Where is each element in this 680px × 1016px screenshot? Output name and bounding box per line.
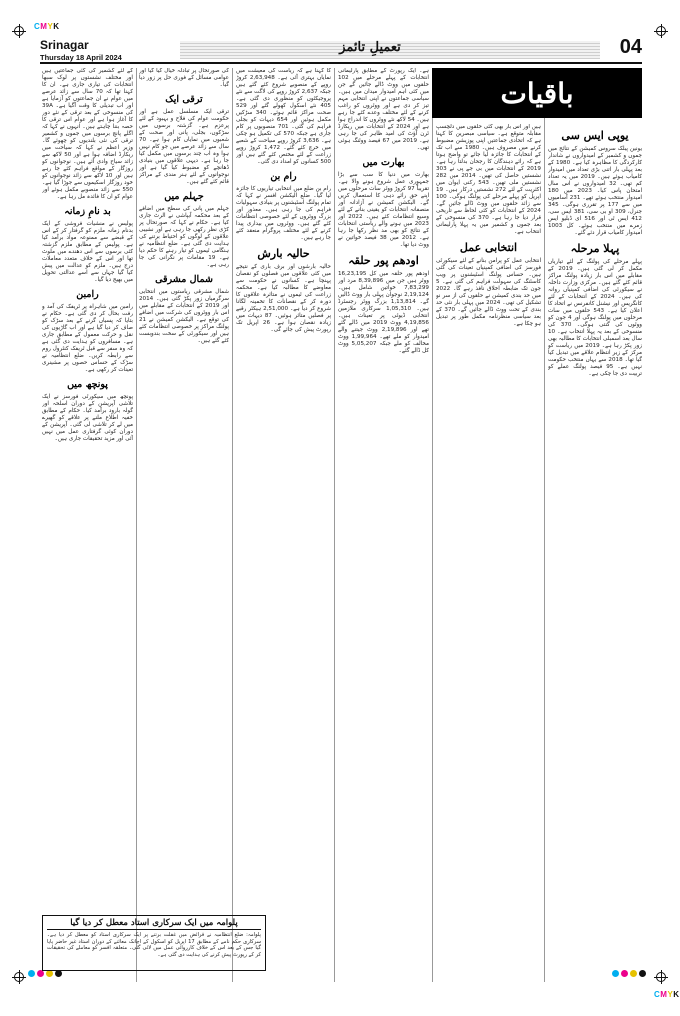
date-label: Thursday 18 April 2024 bbox=[40, 53, 122, 62]
column-text: پونچھ میں سیکورٹی فورسز نے ایک تلاشی آپریشن کے دوران اسلحہ اور گولہ بارود برآمد کیا۔ حکام کے مطابق خفیہ اطلاع ملنے پر علاقے کو گھیرے میں لے کر تلاشی لی گئی۔ آپریشن کے دوران کوئی گرفتاری عمل میں نہیں آئی اور مزید تحقیقات جاری ہیں۔ bbox=[42, 394, 133, 442]
column-text: پہلے مرحلے کی پولنگ کے لئے تیاریاں مکمل کر لی گئی ہیں۔ 2019 کے مقابلے میں اس بار زیادہ پولنگ مراکز قائم کئے گئے ہیں۔ مرکزی وزارت داخلہ نے سیکورٹی کی اضافی کمپنیاں روانہ کی ہیں۔ 2024 کے انتخابات کے لئے کانگریس اور نیشنل کانفرنس نے اتحاد کا اعلان کیا ہے۔ 543 حلقوں میں سات مرحلوں میں پولنگ ہوگی اور 4 جون کو ووٹوں کی گنتی ہوگی۔ 370 کی منسوخی کے بعد یہ پہلا انتخاب ہے۔ 10 سال بعد اسمبلی انتخابات کا مطالبہ بھی زور پکڑ رہا ہے۔ 2019 میں ریاست کو مرکز کے زیر انتظام علاقے میں تبدیل کیا گیا تھا۔ 2018 سے یہاں منتخب حکومت نہیں ہے۔ 95 فیصد پولنگ عملے کو تربیت دی جا چکی ہے۔ bbox=[548, 259, 642, 377]
notice-text: پلوامہ: ضلع انتظامیہ نے فرائض میں غفلت برتنے پر ایک سرکاری استاد کو معطل کر دیا ہے۔ سرکاری حکم نامے کے مطابق 17 اپریل کو اسکول کے اچانک معائنے کے دوران استاد غیر حاضر پایا گیا جس کے بعد اس کے خلاف کارروائی عمل میں لائی گئی۔ متعلقہ افسر کو معاملے کی تحقیقات کر کے رپورٹ پیش کرنے کی ہدایت دی گئی ہے۔ bbox=[47, 932, 261, 958]
column-divider bbox=[432, 68, 433, 982]
column-6 bbox=[548, 124, 642, 982]
notice-headline: پلوامہ میں ایک سرکاری استاد معطل کر دیا گیا bbox=[47, 918, 261, 930]
column-text: اودھم پور حلقہ میں کل 16,23,195 ووٹر ہیں جن میں 8,39,896 مرد اور 7,83,299 خواتین شامل ہیں۔ 2,19,124 نوجوان پہلی بار ووٹ ڈالیں گے۔ 1,13,814 بزرگ ووٹر رجسٹرڈ ہیں۔ 1,05,310 سرکاری ملازمین انتخابی ڈیوٹی پر تعینات ہیں۔ 4,19,856 ووٹ 2019 میں ڈالے گئے تھے اور 2,19,896 ووٹ جیتنے والے امیدوار کو ملے تھے۔ 1,99,964 ووٹ مخالف کو ملے جبکہ 5,05,207 ووٹ کل ڈالے گئے۔ bbox=[338, 271, 429, 354]
column-text: ہیں اور اس بار بھی کئی حلقوں میں دلچسپ مقابلہ متوقع ہے۔ سیاسی مبصرین کا کہنا ہے کہ اتحادی جماعتیں اپنی پوزیشن مضبوط کرنے میں مصروف ہیں۔ 1980 سے اب تک کے انتخابات کا جائزہ لیا جائے تو واضح ہوتا ہے کہ رائے دہندگان کا رجحان بدلتا رہا ہے۔ 2019 کے انتخابات میں بی جے پی نے 303 نشستیں حاصل کی تھیں۔ 2014 میں 282 نشستیں ملی تھیں۔ 543 رکنی ایوان میں اکثریت کے لئے 272 نشستیں درکار ہیں۔ 19 اپریل کو پہلے مرحلے کی پولنگ ہوگی۔ 100 سے زائد حلقوں میں ووٹ ڈالے جائیں گے۔ 2024 کے انتخابات کو کئی لحاظ سے تاریخی قرار دیا جا رہا ہے۔ 370 کی منسوخی کے بعد جموں و کشمیر میں یہ پہلا پارلیمانی انتخاب ہے۔ bbox=[436, 124, 541, 235]
column-headline: پہلا مرحلہ bbox=[570, 242, 620, 255]
column-1 bbox=[42, 68, 133, 844]
page-number: 04 bbox=[614, 36, 642, 59]
column-headline: رامبن bbox=[76, 289, 99, 300]
column-text: جہلم میں پانی کی سطح میں اضافے کے بعد محکمہ آبپاشی نے الرٹ جاری کیا ہے۔ حکام نے کہا کہ صورتحال پر کڑی نظر رکھی جا رہی ہے اور نشیبی علاقوں کے لوگوں کو احتیاط برتنے کی ہدایت دی گئی ہے۔ ضلع انتظامیہ نے ہنگامی ٹیموں کو تیار رہنے کا حکم دیا ہے۔ 19 مقامات پر نگرانی کی جا رہی ہے۔ bbox=[139, 206, 229, 268]
page-header bbox=[40, 38, 642, 64]
column-text: حالیہ بارشوں اور برف باری کے نتیجے میں کئی علاقوں میں فصلوں کو نقصان پہنچا ہے۔ کسانوں نے حکومت سے معاوضے کا مطالبہ کیا ہے۔ محکمہ زراعت کی ٹیموں نے متاثرہ علاقوں کا دورہ کر کے نقصانات کا تخمینہ لگانا شروع کر دیا ہے۔ 2,51,000 ہیکٹر رقبے پر فصلیں متاثر ہوئیں۔ 87 دیہات میں زیادہ نقصان ہوا ہے۔ 26 اپریل تک رپورٹ پیش کی جائے گی۔ bbox=[236, 264, 331, 333]
section-banner: باقیات bbox=[432, 68, 642, 118]
column-headline: اودھم پور حلقہ bbox=[348, 254, 419, 267]
registration-mark-icon bbox=[656, 972, 666, 982]
city-label: Srinagar bbox=[40, 38, 89, 52]
column-text: ہے۔ ایک رپورٹ کے مطابق پارلیمانی انتخابات کے پہلے مرحلے میں 102 حلقوں میں ووٹ ڈالے جائیں گے جن میں کئی اہم امیدوار میدان میں ہیں۔ سیاسی جماعتوں نے اپنی انتخابی مہم تیز کر دی ہے اور ووٹروں کو راغب کرنے کے لئے مختلف وعدے کئے جا رہے ہیں۔ 54 لاکھ نئے ووٹروں کا اندراج ہوا ہے اور 2024 کے انتخابات میں ریکارڈ ٹرن آؤٹ کی امید ظاہر کی جا رہی ہے۔ 2019 میں 67 فیصد ووٹنگ ہوئی تھی۔ bbox=[338, 68, 429, 151]
column-text: کے لئے کشمیر کی کئی جماعتیں ہیں اور مختلف نشستوں پر لوک سبھا انتخابات کی تیاری جاری ہے۔ ان کا کہنا تھا کہ 70 سال سے زائد عرصے میں عوام نے ان جماعتوں کو آزمایا ہے اور اب تبدیلی کا وقت آگیا ہے۔ 39A کی منسوخی کے بعد ترقی کے نئے دور کا آغاز ہوا ہے اور عوام اس ترقی کا حصہ بننا چاہتے ہیں۔ انہوں نے کہا کہ اگلے پانچ برسوں میں جموں و کشمیر ترقی کی نئی بلندیوں کو چھوئے گا۔ وزیر اعظم نے کہا کہ سیاحت میں ریکارڈ اضافہ ہوا ہے اور 50 لاکھ سے زائد سیاح وادی آئے ہیں۔ نوجوانوں کو روزگار کے مواقع فراہم کئے جا رہے ہیں اور 10 لاکھ سے زائد نوجوانوں کو خود روزگار اسکیموں سے جوڑا گیا ہے۔ 550 سے زائد منصوبے مکمل ہوئے اور عوام کو ان کا فائدہ مل رہا ہے۔ bbox=[42, 68, 133, 200]
column-divider bbox=[232, 68, 233, 982]
registration-mark-icon bbox=[14, 26, 24, 36]
column-3 bbox=[236, 68, 331, 982]
column-text: رامبن میں شاہراہ پر ٹریفک کی آمد و رفت بحال کر دی گئی ہے۔ حکام نے بتایا کہ پسیاں گرنے کے بعد سڑک کو صاف کر دیا گیا ہے اور اب گاڑیوں کی نقل و حرکت معمول کے مطابق جاری ہے۔ مسافروں کو ہدایت دی گئی ہے کہ وہ سفر سے قبل ٹریفک کنٹرول روم سے رابطہ کریں۔ ضلع انتظامیہ نے سڑک کے حساس حصوں پر مشینری تعینات کر رکھی ہے۔ bbox=[42, 304, 133, 373]
column-text: بھارت میں دنیا کا سب سے بڑا جمہوری عمل شروع ہونے والا ہے۔ تقریباً 97 کروڑ ووٹر سات مرحلوں میں اپنے حق رائے دہی کا استعمال کریں گے۔ الیکشن کمیشن نے آزادانہ اور منصفانہ انتخابات کو یقینی بنانے کے لئے وسیع انتظامات کئے ہیں۔ 2022 اور 2023 میں ہونے والے ریاستی انتخابات کے نتائج کو بھی مد نظر رکھا جا رہا ہے۔ 2012 میں 38 فیصد خواتین نے ووٹ دیا تھا۔ bbox=[338, 172, 429, 248]
column-text: کی صورتحال پر تبادلہ خیال کیا گیا اور عوامی مسائل کے فوری حل پر زور دیا گیا۔ bbox=[139, 68, 229, 88]
column-text: ترقی ایک مسلسل عمل ہے اور حکومت عوام کی فلاح و بہبود کے لئے پرعزم ہے۔ گزشتہ برسوں میں سڑکوں، بجلی، پانی اور صحت کے شعبوں میں نمایاں کام ہوا ہے۔ 70 سال سے زائد عرصے میں جو کام نہیں ہوا وہ اب چند برسوں میں مکمل کیا جا رہا ہے۔ دیہی علاقوں میں بنیادی ڈھانچے کو مضبوط کیا گیا ہے اور نوجوانوں کے لئے ہنر مندی کے مراکز قائم کئے گئے ہیں۔ bbox=[139, 109, 229, 185]
cmyk-mark-bottom: CMYK bbox=[654, 990, 680, 999]
column-headline: یوپی ایس سی bbox=[561, 129, 629, 142]
paper-name: تعمیلِ تائمز bbox=[339, 40, 401, 55]
column-headline: ترقی ایک bbox=[165, 94, 203, 105]
column-text: انتخابی عمل کو پرامن بنانے کے لئے سیکورٹی فورسز کی اضافی کمپنیاں تعینات کی گئی ہیں۔ حساس پولنگ اسٹیشنوں پر ویب کاسٹنگ کی سہولت فراہم کی گئی ہے۔ 5 جون تک ضابطہ اخلاق نافذ رہے گا۔ 2022 میں حد بندی کمیشن نے حلقوں کی از سر نو تشکیل کی تھی۔ 2024 میں پہلی بار نئی حد بندی کے تحت ووٹ ڈالے جائیں گے۔ 370 کے بعد سیاسی منظرنامہ مکمل طور پر تبدیل ہو چکا ہے۔ bbox=[436, 258, 541, 327]
column-text: یونین پبلک سروس کمیشن کے نتائج میں جموں و کشمیر کے امیدواروں نے شاندار کارکردگی کا مظاہرہ کیا ہے۔ 1980 کے بعد پہلی بار اتنی بڑی تعداد میں امیدوار کامیاب ہوئے ہیں۔ 2019 میں یہ تعداد کم تھی۔ 32 امیدواروں نے اس سال امتحان پاس کیا۔ 2023 میں 180 امیدوار منتخب ہوئے تھے۔ 231 آسامیوں میں سے 177 پر تقرری ہوگی۔ 345 جنرل، 309 او بی سی، 381 ایس سی، 412 ایس ٹی اور 516 ای ڈبلیو ایس زمرے میں منتخب ہوئے۔ کل 1003 امیدوار کامیاب قرار دئے گئے۔ bbox=[548, 146, 642, 236]
column-headline: شمال مشرقی bbox=[155, 274, 213, 285]
column-divider bbox=[136, 68, 137, 982]
column-5 bbox=[436, 124, 541, 982]
column-text: پولیس نے منشیات فروشی کے ایک بدنام زمانہ ملزم کو گرفتار کر کے اس کے قبضے سے ممنوعہ مواد برآمد کیا ہے۔ پولیس کے مطابق ملزم گزشتہ کئی برسوں سے اس دھندے میں ملوث تھا اور اس کے خلاف متعدد معاملات درج ہیں۔ ملزم کو عدالت میں پیش کیا گیا جہاں سے اسے عدالتی تحویل میں بھیج دیا گیا۔ bbox=[42, 221, 133, 283]
column-headline: بد نامِ زمانہ bbox=[64, 206, 111, 217]
column-headline: بھارت میں bbox=[362, 157, 405, 168]
column-text: کا کہنا ہے کہ ریاست کی معیشت میں نمایاں بہتری آئی ہے۔ 2,63,948 کروڑ روپے کے منصوبے شروع کئے گئے ہیں جبکہ 2,637 کروڑ روپے کی لاگت سے نئے پروجیکٹوں کو منظوری دی گئی ہے۔ 405 نئے اسکول کھولے گئے اور 529 صحت مراکز قائم ہوئے۔ 340 سڑکیں مکمل ہوئیں اور 654 دیہات کو بجلی فراہم کی گئی۔ 701 منصوبوں پر کام جاری ہے جبکہ 570 کی تکمیل ہو چکی ہے۔ 3,636 کروڑ روپے سیاحت کے شعبے میں خرچ کئے گئے۔ 1,472 کروڑ روپے زراعت کے لئے مختص کئے گئے ہیں اور 500 کسانوں کو امداد دی گئی۔ bbox=[236, 68, 331, 165]
cmyk-mark-top: CMYK bbox=[34, 22, 60, 31]
column-divider bbox=[334, 68, 335, 982]
column-headline: جہلم میں bbox=[164, 191, 204, 202]
column-headline: پونچھ میں bbox=[67, 379, 108, 390]
registration-mark-icon bbox=[14, 972, 24, 982]
column-headline: حالیہ بارش bbox=[257, 247, 310, 260]
column-2 bbox=[139, 68, 229, 844]
registration-mark-icon bbox=[656, 26, 666, 36]
column-headline: انتخابی عمل bbox=[459, 241, 518, 254]
column-headline: رام بن bbox=[270, 171, 297, 182]
column-4 bbox=[338, 68, 429, 982]
page-content bbox=[40, 68, 642, 982]
column-text: شمال مشرقی ریاستوں میں انتخابی سرگرمیاں زور پکڑ گئی ہیں۔ 2014 اور 2019 کے انتخابات کے مقابلے میں اس بار ووٹروں کی شرکت میں اضافے کی توقع ہے۔ الیکشن کمیشن نے 21 پولنگ مراکز پر خصوصی انتظامات کئے ہیں اور سیکورٹی کے سخت بندوبست کئے گئے ہیں۔ bbox=[139, 289, 229, 344]
column-divider bbox=[544, 68, 545, 982]
column-text: رام بن ضلع میں انتخابی تیاریوں کا جائزہ لیا گیا۔ ضلع الیکشن افسر نے کہا کہ تمام پولنگ اسٹیشنوں پر بنیادی سہولیات فراہم کی جا رہی ہیں۔ معذور اور بزرگ ووٹروں کے لئے خصوصی انتظامات کئے گئے ہیں۔ ووٹروں میں بیداری پیدا کرنے کے لئے مختلف پروگرام منعقد کئے جا رہے ہیں۔ bbox=[236, 186, 331, 241]
notice-box bbox=[42, 915, 266, 971]
